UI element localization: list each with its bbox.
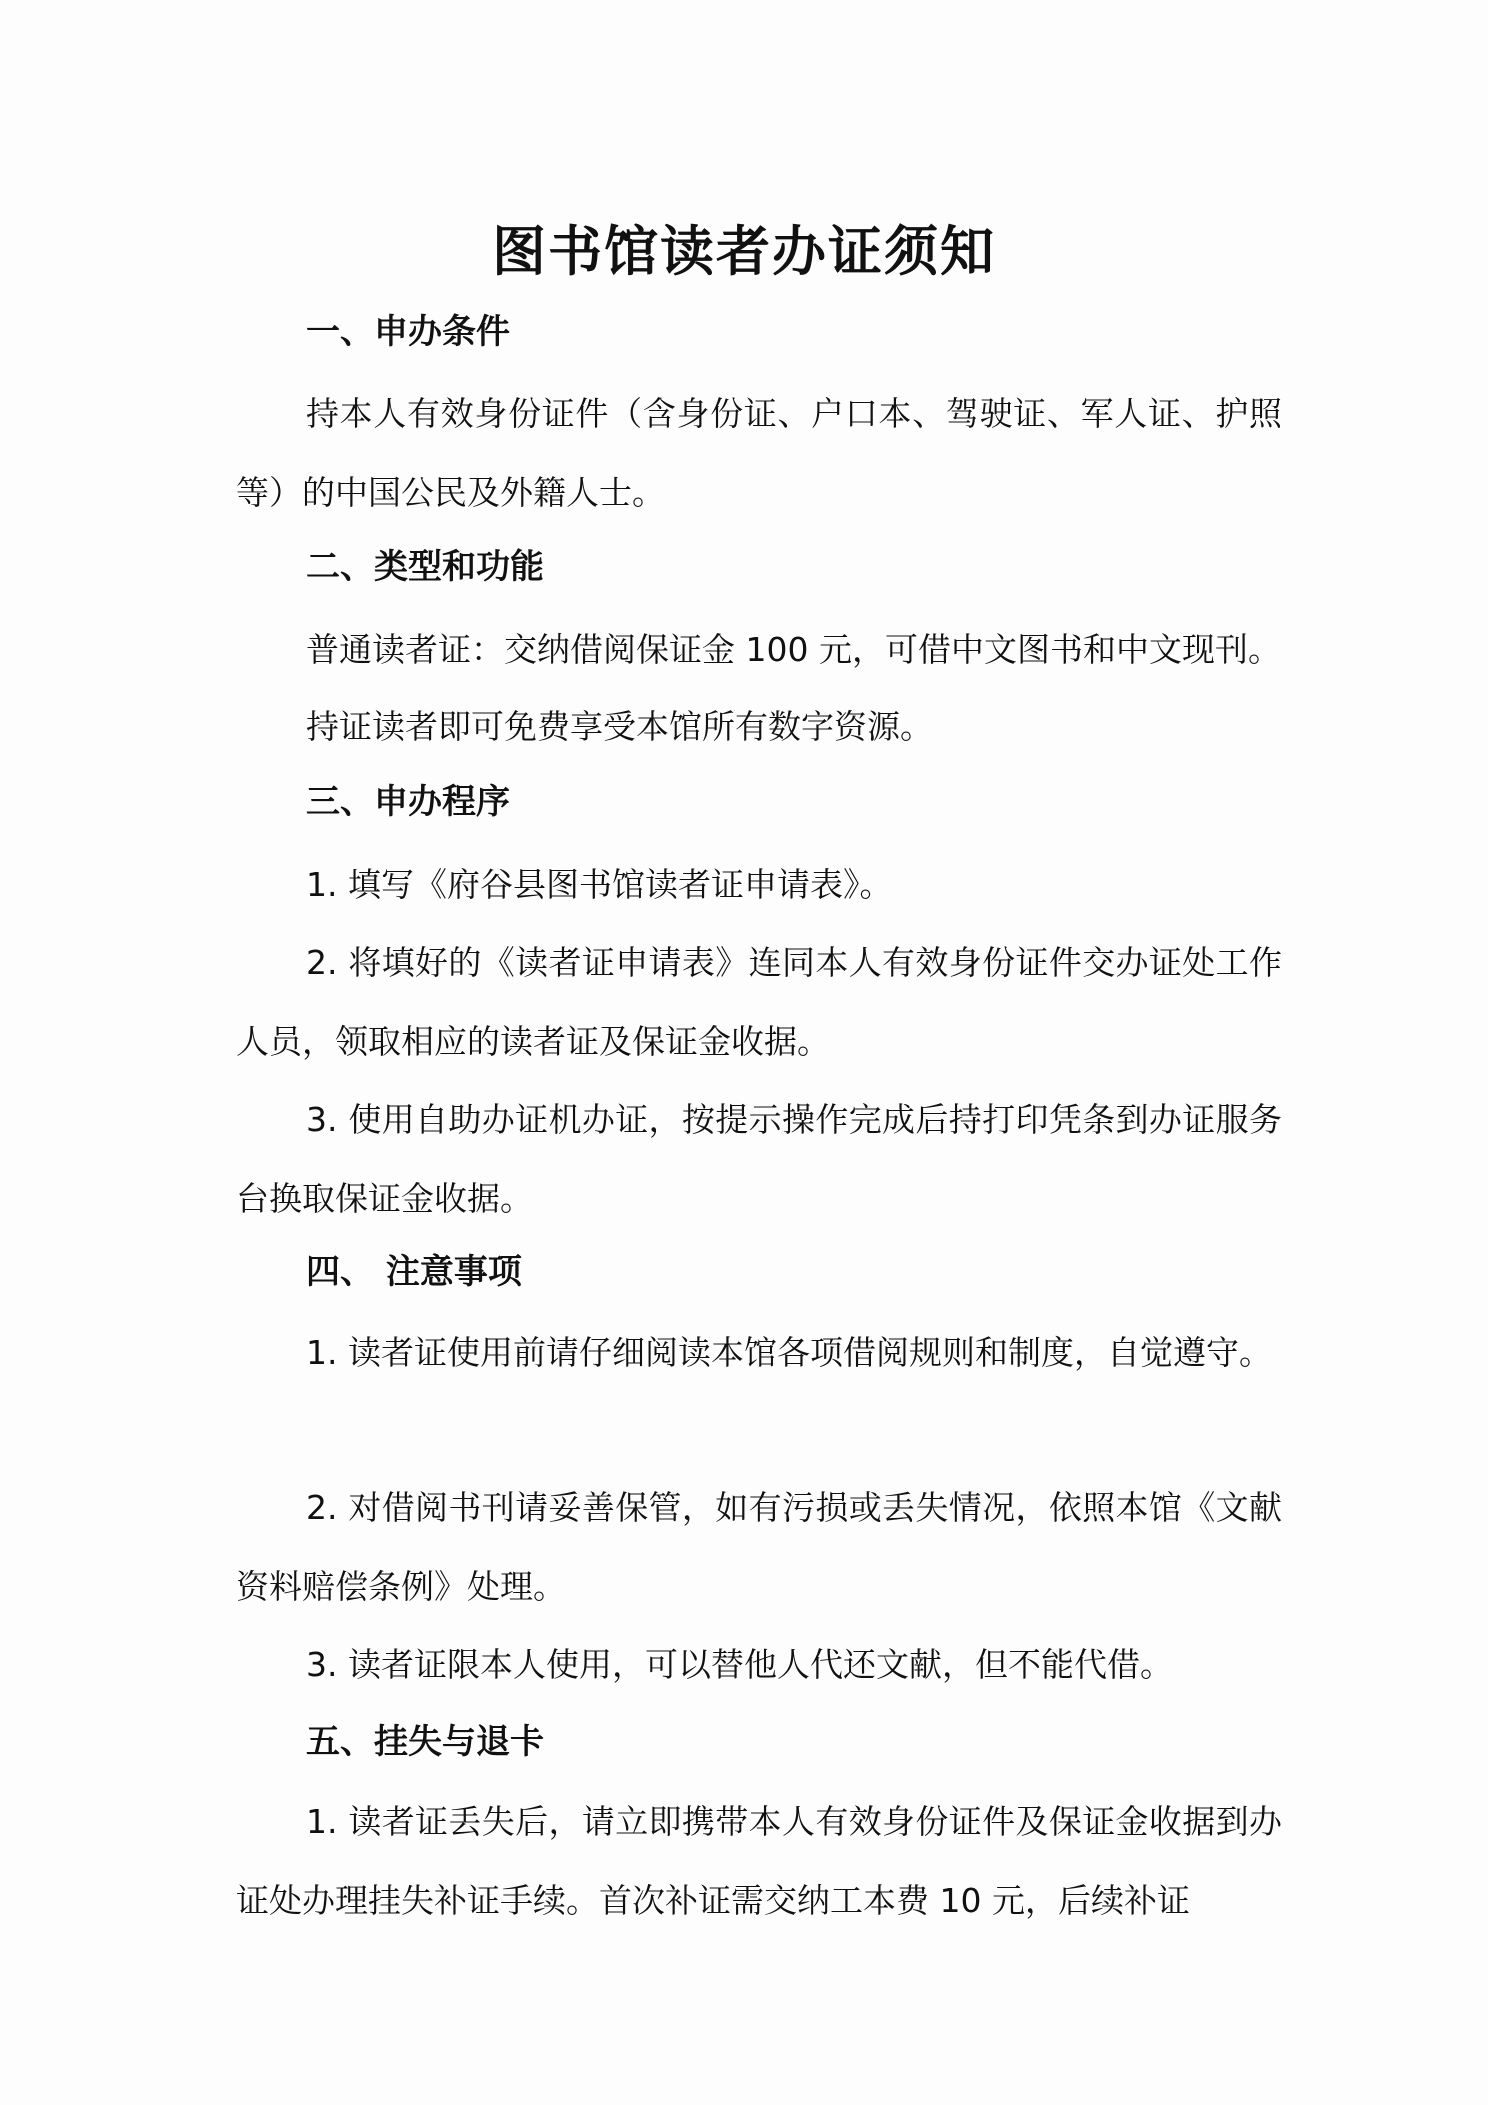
section-3-paragraph-2: 2. 将填好的《读者证申请表》连同本人有效身份证件交办证处工作人员，领取相应的读者证及保证金收据。 — [236, 943, 1282, 1061]
section-heading-4: 四、 注意事项 — [306, 1252, 522, 1292]
page-title: 图书馆读者办证须知 — [492, 219, 996, 283]
section-3-paragraph-1: 1. 填写《府谷县图书馆读者证申请表》。 — [306, 865, 893, 904]
section-heading-5: 五、挂失与退卡 — [306, 1722, 544, 1762]
section-4-paragraph-3: 3. 读者证限本人使用，可以替他人代还文献，但不能代借。 — [306, 1645, 1173, 1684]
section-heading-2: 二、类型和功能 — [306, 547, 544, 587]
section-heading-3: 三、申办程序 — [306, 782, 510, 822]
section-5-paragraph-1: 1. 读者证丢失后，请立即携带本人有效身份证件及保证金收据到办证处办理挂失补证手续。首次补证需交纳工本费 10 元，后续补证 — [236, 1802, 1282, 1920]
section-4-paragraph-1: 1. 读者证使用前请仔细阅读本馆各项借阅规则和制度，自觉遵守。 — [306, 1333, 1272, 1372]
section-2-paragraph-2: 持证读者即可免费享受本馆所有数字资源。 — [306, 707, 933, 746]
section-4-paragraph-2: 2. 对借阅书刊请妥善保管，如有污损或丢失情况，依照本馆《文献资料赔偿条例》处理。 — [236, 1488, 1282, 1606]
section-3-paragraph-3: 3. 使用自助办证机办证，按提示操作完成后持打印凭条到办证服务台换取保证金收据。 — [236, 1100, 1282, 1218]
section-1-paragraph-1: 持本人有效身份证件（含身份证、户口本、驾驶证、军人证、护照等）的中国公民及外籍人士。 — [236, 394, 1282, 512]
section-2-paragraph-1: 普通读者证：交纳借阅保证金 100 元，可借中文图书和中文现刊。 — [306, 630, 1281, 669]
section-heading-1: 一、申办条件 — [306, 312, 510, 352]
